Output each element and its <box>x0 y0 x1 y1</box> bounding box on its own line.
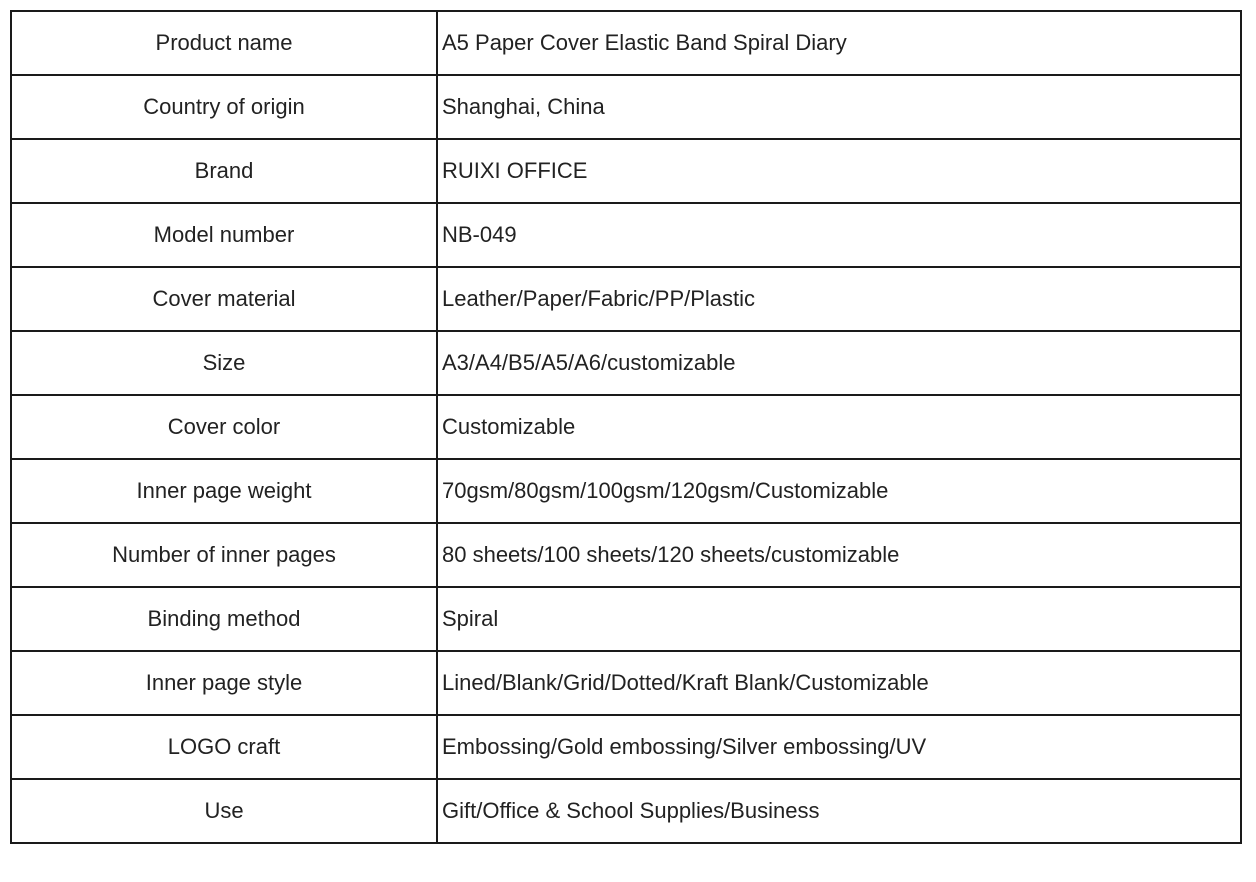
spec-label: Brand <box>11 139 437 203</box>
table-row <box>11 139 1241 203</box>
spec-value: Gift/Office & School Supplies/Business <box>437 779 1241 843</box>
table-row <box>11 11 1241 75</box>
spec-value: Embossing/Gold embossing/Silver embossing/UV <box>437 715 1241 779</box>
spec-label: Cover color <box>11 395 437 459</box>
spec-value: 70gsm/80gsm/100gsm/120gsm/Customizable <box>437 459 1241 523</box>
table-row <box>11 523 1241 587</box>
table-row <box>11 203 1241 267</box>
spec-label: Inner page weight <box>11 459 437 523</box>
spec-label: Use <box>11 779 437 843</box>
spec-value: 80 sheets/100 sheets/120 sheets/customizable <box>437 523 1241 587</box>
table-row <box>11 395 1241 459</box>
spec-label: LOGO craft <box>11 715 437 779</box>
spec-value: RUIXI OFFICE <box>437 139 1241 203</box>
spec-value: Lined/Blank/Grid/Dotted/Kraft Blank/Customizable <box>437 651 1241 715</box>
spec-value: Leather/Paper/Fabric/PP/Plastic <box>437 267 1241 331</box>
spec-label: Number of inner pages <box>11 523 437 587</box>
product-spec-table <box>10 10 1242 844</box>
spec-label: Model number <box>11 203 437 267</box>
spec-label: Inner page style <box>11 651 437 715</box>
table-row <box>11 75 1241 139</box>
spec-value: NB-049 <box>437 203 1241 267</box>
table-row <box>11 331 1241 395</box>
spec-label: Cover material <box>11 267 437 331</box>
table-row <box>11 587 1241 651</box>
table-row <box>11 715 1241 779</box>
spec-label: Size <box>11 331 437 395</box>
spec-label: Country of origin <box>11 75 437 139</box>
spec-value: Shanghai, China <box>437 75 1241 139</box>
spec-value: A5 Paper Cover Elastic Band Spiral Diary <box>437 11 1241 75</box>
table-row <box>11 459 1241 523</box>
spec-label: Binding method <box>11 587 437 651</box>
table-row <box>11 651 1241 715</box>
spec-value: A3/A4/B5/A5/A6/customizable <box>437 331 1241 395</box>
spec-label: Product name <box>11 11 437 75</box>
spec-value: Spiral <box>437 587 1241 651</box>
table-row <box>11 267 1241 331</box>
table-row <box>11 779 1241 843</box>
spec-value: Customizable <box>437 395 1241 459</box>
